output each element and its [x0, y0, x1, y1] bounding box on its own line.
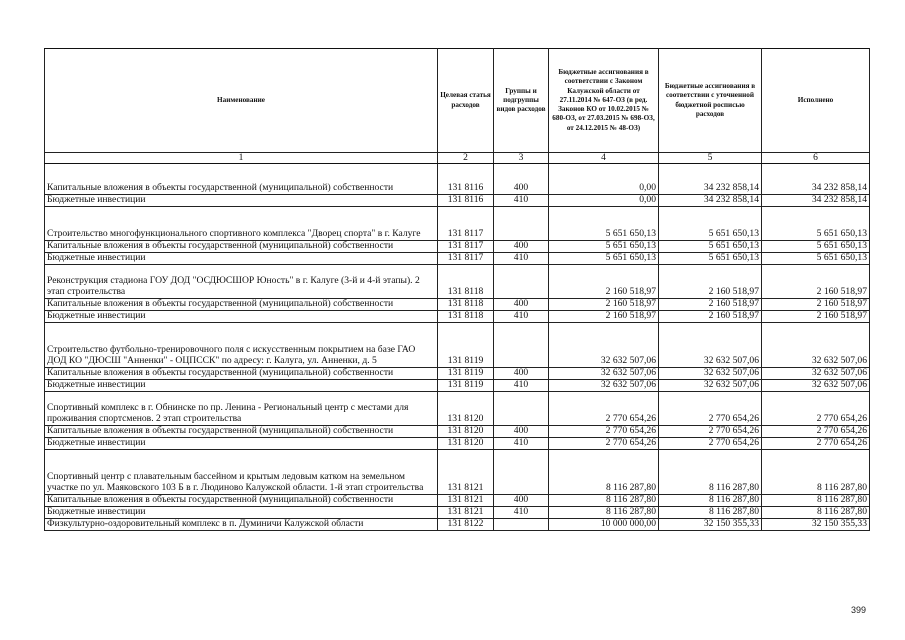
- table-row: [45, 253, 870, 265]
- row-target-code: 131 8116: [438, 183, 494, 195]
- row-target-code: 131 8118: [438, 299, 494, 311]
- column-number: 5: [659, 153, 762, 164]
- row-budget-refined: 2 160 518,97: [659, 299, 762, 311]
- row-group: [494, 519, 549, 531]
- table-header-row: [45, 49, 870, 153]
- row-name: Бюджетные инвестиции: [45, 311, 438, 323]
- table-row: [45, 241, 870, 253]
- row-budget-refined: 8 116 287,80: [659, 507, 762, 519]
- row-executed: 8 116 287,80: [762, 450, 870, 495]
- column-number: 6: [762, 153, 870, 164]
- row-group: [494, 323, 549, 368]
- row-budget-law: 2 770 654,26: [549, 426, 659, 438]
- row-budget-refined: 5 651 650,13: [659, 241, 762, 253]
- row-group: 410: [494, 253, 549, 265]
- row-target-code: 131 8118: [438, 265, 494, 299]
- row-name: Спортивный центр с плавательным бассейном и крытым ледовым катком на земельном участке по ул. Маяковского 103 Б в г. Людиново Калужской области. 1-й этап строительства: [45, 450, 438, 495]
- row-executed: 34 232 858,14: [762, 183, 870, 195]
- row-target-code: 131 8120: [438, 438, 494, 450]
- row-group: [494, 265, 549, 299]
- row-executed: 2 160 518,97: [762, 265, 870, 299]
- row-budget-law: 32 632 507,06: [549, 368, 659, 380]
- row-name: Строительство многофункционального спортивного комплекса "Дворец спорта" в г. Калуге: [45, 207, 438, 241]
- row-budget-refined: 32 632 507,06: [659, 380, 762, 392]
- table-row: [45, 426, 870, 438]
- header-expense-groups: Группы и подгруппы видов расходов: [494, 49, 549, 153]
- row-name: Бюджетные инвестиции: [45, 438, 438, 450]
- row-budget-refined: 2 160 518,97: [659, 265, 762, 299]
- row-name: Спортивный комплекс в г. Обнинске по пр. Ленина - Региональный центр с местами для проживания спортсменов. 2 этап строительства: [45, 392, 438, 426]
- row-target-code: 131 8116: [438, 195, 494, 207]
- budget-table-sheet: [44, 48, 869, 531]
- row-budget-law: 10 000 000,00: [549, 519, 659, 531]
- row-target-code: 131 8121: [438, 507, 494, 519]
- row-budget-refined: 5 651 650,13: [659, 253, 762, 265]
- row-target-code: 131 8121: [438, 495, 494, 507]
- row-budget-refined: 8 116 287,80: [659, 450, 762, 495]
- row-name: Физкультурно-оздоровительный комплекс в п. Думиничи Калужской области: [45, 519, 438, 531]
- row-executed: 32 632 507,06: [762, 323, 870, 368]
- row-name: Бюджетные инвестиции: [45, 195, 438, 207]
- row-executed: 32 150 355,33: [762, 519, 870, 531]
- row-budget-refined: 2 770 654,26: [659, 438, 762, 450]
- header-name: Наименование: [45, 49, 438, 153]
- table-row: [45, 195, 870, 207]
- row-group: 400: [494, 299, 549, 311]
- row-executed: 8 116 287,80: [762, 495, 870, 507]
- row-group: 400: [494, 241, 549, 253]
- row-budget-refined: 34 232 858,14: [659, 183, 762, 195]
- row-target-code: 131 8118: [438, 311, 494, 323]
- row-budget-refined: 32 150 355,33: [659, 519, 762, 531]
- column-number-row: [45, 153, 870, 164]
- table-row: [45, 450, 870, 495]
- row-name: Капитальные вложения в объекты государственной (муниципальной) собственности: [45, 495, 438, 507]
- row-budget-law: 8 116 287,80: [549, 495, 659, 507]
- row-executed: 2 770 654,26: [762, 392, 870, 426]
- table-row: [45, 380, 870, 392]
- row-group: 400: [494, 183, 549, 195]
- row-executed: 5 651 650,13: [762, 253, 870, 265]
- row-name: Бюджетные инвестиции: [45, 380, 438, 392]
- row-target-code: 131 8119: [438, 368, 494, 380]
- row-target-code: 131 8119: [438, 380, 494, 392]
- row-group: [494, 207, 549, 241]
- row-group: 410: [494, 195, 549, 207]
- column-number: 1: [45, 153, 438, 164]
- row-group: 410: [494, 438, 549, 450]
- row-name: Капитальные вложения в объекты государственной (муниципальной) собственности: [45, 368, 438, 380]
- row-target-code: 131 8122: [438, 519, 494, 531]
- row-budget-refined: 2 770 654,26: [659, 392, 762, 426]
- budget-table: [44, 48, 870, 531]
- row-executed: 2 160 518,97: [762, 311, 870, 323]
- row-budget-refined: 32 632 507,06: [659, 368, 762, 380]
- row-budget-refined: 2 160 518,97: [659, 311, 762, 323]
- header-target-article: Целевая статья расходов: [438, 49, 494, 153]
- row-executed: 32 632 507,06: [762, 368, 870, 380]
- column-number: 2: [438, 153, 494, 164]
- row-budget-refined: 2 770 654,26: [659, 426, 762, 438]
- table-row: [45, 323, 870, 368]
- table-row: [45, 495, 870, 507]
- row-budget-refined: 32 632 507,06: [659, 323, 762, 368]
- row-budget-law: 5 651 650,13: [549, 241, 659, 253]
- row-executed: 5 651 650,13: [762, 241, 870, 253]
- row-name: Бюджетные инвестиции: [45, 253, 438, 265]
- row-name: Строительство футбольно-тренировочного поля с искусственным покрытием на базе ГАО ДОД КО "ДЮСШ "Анненки" - ОЦПССК" по адресу: г. Калуга, ул. Анненки, д. 5: [45, 323, 438, 368]
- row-executed: 2 770 654,26: [762, 438, 870, 450]
- row-executed: 32 632 507,06: [762, 380, 870, 392]
- row-group: [494, 392, 549, 426]
- row-name: Реконструкция стадиона ГОУ ДОД "ОСДЮСШОР Юность" в г. Калуге (3-й и 4-й этапы). 2 этап строительства: [45, 265, 438, 299]
- row-executed: 2 770 654,26: [762, 426, 870, 438]
- row-executed: 2 160 518,97: [762, 299, 870, 311]
- header-budget-refined: Бюджетные ассигнования в соответствии с уточненной бюджетной росписью расходов: [659, 49, 762, 153]
- row-target-code: 131 8120: [438, 392, 494, 426]
- row-budget-law: 5 651 650,13: [549, 207, 659, 241]
- table-row: [45, 438, 870, 450]
- row-budget-law: 0,00: [549, 195, 659, 207]
- row-name: Капитальные вложения в объекты государственной (муниципальной) собственности: [45, 241, 438, 253]
- row-group: 410: [494, 507, 549, 519]
- row-budget-refined: 34 232 858,14: [659, 195, 762, 207]
- row-executed: 8 116 287,80: [762, 507, 870, 519]
- row-group: 400: [494, 368, 549, 380]
- row-target-code: 131 8117: [438, 207, 494, 241]
- row-executed: 34 232 858,14: [762, 195, 870, 207]
- table-row: [45, 368, 870, 380]
- table-row: [45, 311, 870, 323]
- row-target-code: 131 8117: [438, 241, 494, 253]
- spacer-row: [45, 164, 870, 184]
- row-target-code: 131 8120: [438, 426, 494, 438]
- row-name: Бюджетные инвестиции: [45, 507, 438, 519]
- row-budget-law: 32 632 507,06: [549, 380, 659, 392]
- row-budget-law: 8 116 287,80: [549, 450, 659, 495]
- row-budget-law: 2 770 654,26: [549, 392, 659, 426]
- row-budget-refined: 8 116 287,80: [659, 495, 762, 507]
- row-budget-law: 2 160 518,97: [549, 299, 659, 311]
- row-name: Капитальные вложения в объекты государственной (муниципальной) собственности: [45, 299, 438, 311]
- table-row: [45, 507, 870, 519]
- row-budget-law: 0,00: [549, 183, 659, 195]
- row-executed: 5 651 650,13: [762, 207, 870, 241]
- row-group: 400: [494, 426, 549, 438]
- row-budget-law: 2 160 518,97: [549, 311, 659, 323]
- row-group: [494, 450, 549, 495]
- row-budget-law: 8 116 287,80: [549, 507, 659, 519]
- row-target-code: 131 8121: [438, 450, 494, 495]
- table-row: [45, 265, 870, 299]
- row-name: Капитальные вложения в объекты государственной (муниципальной) собственности: [45, 426, 438, 438]
- row-budget-law: 32 632 507,06: [549, 323, 659, 368]
- page-number: 399: [851, 605, 867, 615]
- table-row: [45, 392, 870, 426]
- row-name: Капитальные вложения в объекты государственной (муниципальной) собственности: [45, 183, 438, 195]
- row-group: 410: [494, 311, 549, 323]
- table-row: [45, 519, 870, 531]
- header-budget-law: Бюджетные ассигнования в соответствии с Законом Калужской области от 27.11.2014 № 647-ОЗ (в ред. Законов КО от 10.02.2015 № 680-ОЗ, от 27.03.2015 № 698-ОЗ, от 24.12.2015 № 48-ОЗ): [549, 49, 659, 153]
- row-budget-law: 5 651 650,13: [549, 253, 659, 265]
- header-executed: Исполнено: [762, 49, 870, 153]
- table-row: [45, 299, 870, 311]
- column-number: 3: [494, 153, 549, 164]
- row-budget-law: 2 160 518,97: [549, 265, 659, 299]
- table-row: [45, 207, 870, 241]
- row-budget-refined: 5 651 650,13: [659, 207, 762, 241]
- row-target-code: 131 8119: [438, 323, 494, 368]
- column-number: 4: [549, 153, 659, 164]
- row-group: 410: [494, 380, 549, 392]
- row-target-code: 131 8117: [438, 253, 494, 265]
- row-budget-law: 2 770 654,26: [549, 438, 659, 450]
- table-row: [45, 183, 870, 195]
- row-group: 400: [494, 495, 549, 507]
